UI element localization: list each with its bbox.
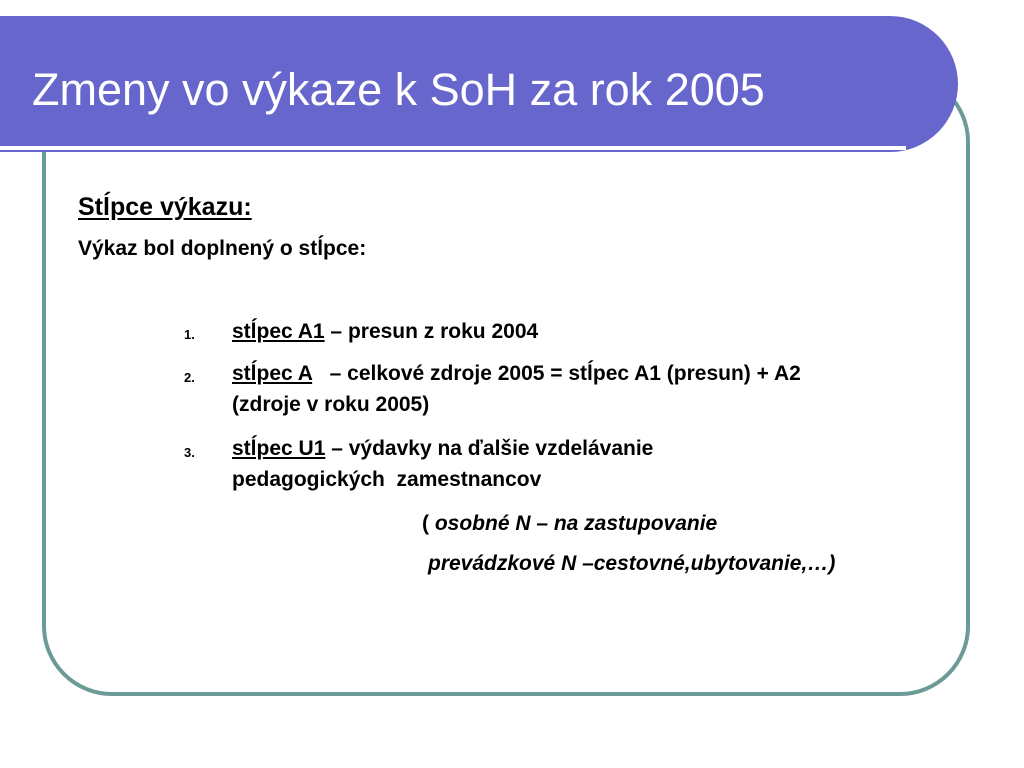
list-item-description: – výdavky na ďalšie vzdelávanie bbox=[325, 437, 654, 460]
list-item-description-continued: (zdroje v roku 2005) bbox=[232, 393, 430, 416]
list-item-description: – celkové zdroje 2005 = stĺpec A1 (presun) + A2 bbox=[312, 362, 801, 385]
list-item-description-continued: pedagogických zamestnancov bbox=[232, 468, 542, 491]
list-item-term: stĺpec A1 bbox=[232, 320, 325, 343]
list-item-description: – presun z roku 2004 bbox=[324, 320, 539, 343]
list-item-term: stĺpec U1 bbox=[232, 437, 326, 460]
list-item bbox=[232, 316, 538, 347]
section-heading: Stĺpce výkazu: bbox=[78, 193, 252, 221]
note-line-2: prevádzkové N –cestovné,ubytovanie,…) bbox=[428, 552, 836, 575]
list-item-number: 3. bbox=[184, 445, 195, 460]
list-item-number: 1. bbox=[184, 327, 195, 342]
list-item-term: stĺpec A bbox=[232, 362, 313, 385]
note-open-paren: ( bbox=[422, 512, 435, 535]
intro-text: Výkaz bol doplnený o stĺpce: bbox=[78, 237, 367, 260]
note-line-1 bbox=[422, 512, 717, 536]
note-personal-costs: osobné N – na zastupovanie bbox=[434, 512, 718, 535]
list-item-number: 2. bbox=[184, 370, 195, 385]
title-underline-rule bbox=[0, 146, 906, 150]
list-item bbox=[232, 433, 653, 495]
slide-title: Zmeny vo výkaze k SoH za rok 2005 bbox=[32, 64, 765, 115]
list-item bbox=[232, 358, 801, 420]
title-banner bbox=[0, 16, 958, 152]
